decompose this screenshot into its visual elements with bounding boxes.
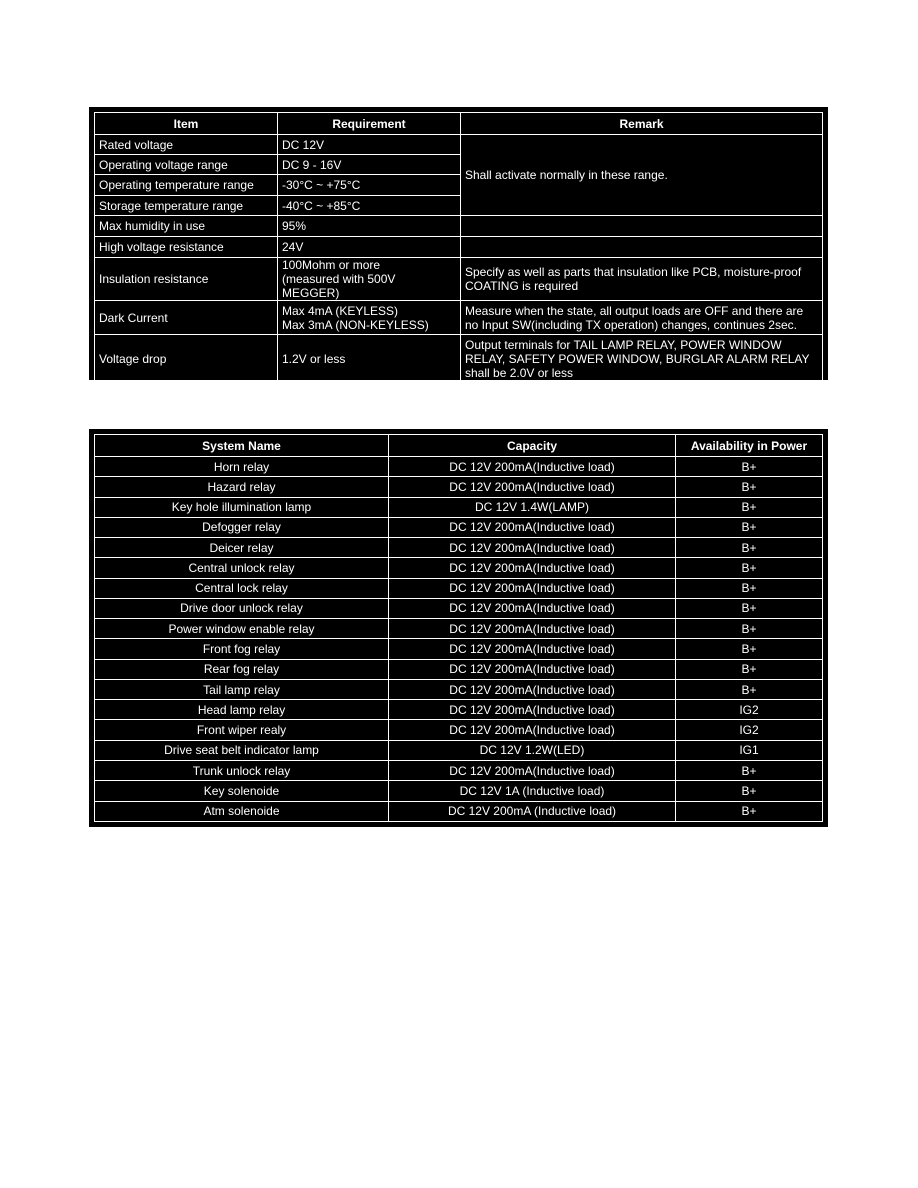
header-capacity: Capacity <box>389 435 676 457</box>
availability-cell: IG2 <box>676 720 823 740</box>
capacity-cell: DC 12V 1.2W(LED) <box>389 740 676 760</box>
table-row <box>95 135 823 155</box>
table-row <box>95 335 823 383</box>
system-name-cell: Key hole illumination lamp <box>95 497 389 517</box>
item-cell: Rated voltage <box>95 135 278 155</box>
item-cell: High voltage resistance <box>95 237 278 258</box>
table-row <box>95 740 823 760</box>
capacity-cell: DC 12V 200mA(Inductive load) <box>389 578 676 598</box>
availability-cell: B+ <box>676 639 823 659</box>
system-name-cell: Head lamp relay <box>95 700 389 720</box>
system-name-cell: Deicer relay <box>95 538 389 558</box>
capacity-cell: DC 12V 200mA(Inductive load) <box>389 659 676 679</box>
capacity-cell: DC 12V 1A (Inductive load) <box>389 781 676 801</box>
table-row <box>95 700 823 720</box>
requirement-cell: -30°C ~ +75°C <box>278 175 461 196</box>
requirement-cell: -40°C ~ +85°C <box>278 196 461 216</box>
item-cell: Operating temperature range <box>95 175 278 196</box>
availability-cell: B+ <box>676 760 823 780</box>
header-system-name: System Name <box>95 435 389 457</box>
capacity-cell: DC 12V 200mA (Inductive load) <box>389 801 676 821</box>
capacity-cell: DC 12V 200mA(Inductive load) <box>389 457 676 477</box>
system-name-cell: Central lock relay <box>95 578 389 598</box>
remark-cell: Specify as well as parts that insulation like PCB, moisture-proof COATING is required <box>461 258 823 301</box>
header-requirement: Requirement <box>278 113 461 135</box>
remark-cell: Measure when the state, all output loads are OFF and there are no Input SW(including TX operation) changes, continues 2sec. <box>461 301 823 335</box>
item-cell: Max humidity in use <box>95 216 278 237</box>
item-cell: Dark Current <box>95 301 278 335</box>
item-cell: Operating voltage range <box>95 155 278 175</box>
item-cell: Insulation resistance <box>95 258 278 301</box>
system-name-cell: Front fog relay <box>95 639 389 659</box>
table-row <box>95 781 823 801</box>
table-row <box>95 237 823 258</box>
table-row <box>95 578 823 598</box>
system-name-cell: Drive door unlock relay <box>95 598 389 618</box>
table-row <box>95 801 823 821</box>
table-row <box>95 679 823 699</box>
header-item: Item <box>95 113 278 135</box>
remark-cell: Output terminals for TAIL LAMP RELAY, POWER WINDOW RELAY, SAFETY POWER WINDOW, BURGLAR ALARM RELAY shall be 2.0V or less <box>461 335 823 383</box>
capacity-cell: DC 12V 200mA(Inductive load) <box>389 720 676 740</box>
capacity-cell: DC 12V 200mA(Inductive load) <box>389 477 676 497</box>
system-name-cell: Hazard relay <box>95 477 389 497</box>
requirement-cell: 1.2V or less <box>278 335 461 383</box>
table-row <box>95 720 823 740</box>
availability-cell: B+ <box>676 497 823 517</box>
availability-cell: B+ <box>676 679 823 699</box>
system-table-body <box>95 457 823 822</box>
table-row <box>95 659 823 679</box>
merged-remark-cell: Shall activate normally in these range. <box>461 135 823 216</box>
availability-cell: B+ <box>676 517 823 537</box>
requirement-cell: 95% <box>278 216 461 237</box>
availability-cell: B+ <box>676 659 823 679</box>
remark-cell <box>461 216 823 237</box>
table-row <box>95 639 823 659</box>
availability-cell: IG1 <box>676 740 823 760</box>
availability-cell: B+ <box>676 457 823 477</box>
availability-cell: IG2 <box>676 700 823 720</box>
header-remark: Remark <box>461 113 823 135</box>
capacity-cell: DC 12V 1.4W(LAMP) <box>389 497 676 517</box>
item-cell: Storage temperature range <box>95 196 278 216</box>
capacity-cell: DC 12V 200mA(Inductive load) <box>389 598 676 618</box>
capacity-cell: DC 12V 200mA(Inductive load) <box>389 639 676 659</box>
capacity-cell: DC 12V 200mA(Inductive load) <box>389 619 676 639</box>
requirement-cell: 24V <box>278 237 461 258</box>
table-row <box>95 497 823 517</box>
remark-cell <box>461 237 823 258</box>
requirement-cell: DC 9 - 16V <box>278 155 461 175</box>
availability-cell: B+ <box>676 619 823 639</box>
table-row <box>95 457 823 477</box>
table-row <box>95 558 823 578</box>
availability-cell: B+ <box>676 598 823 618</box>
table-row <box>95 619 823 639</box>
table-row <box>95 258 823 301</box>
item-cell: Voltage drop <box>95 335 278 383</box>
system-name-cell: Central unlock relay <box>95 558 389 578</box>
table-row <box>95 216 823 237</box>
system-table <box>89 429 828 827</box>
spec-table <box>89 107 828 380</box>
availability-cell: B+ <box>676 538 823 558</box>
table-row <box>95 517 823 537</box>
availability-cell: B+ <box>676 801 823 821</box>
system-name-cell: Trunk unlock relay <box>95 760 389 780</box>
capacity-cell: DC 12V 200mA(Inductive load) <box>389 517 676 537</box>
header-availability: Availability in Power <box>676 435 823 457</box>
capacity-cell: DC 12V 200mA(Inductive load) <box>389 760 676 780</box>
requirement-cell: DC 12V <box>278 135 461 155</box>
availability-cell: B+ <box>676 558 823 578</box>
table-row <box>95 477 823 497</box>
system-name-cell: Atm solenoide <box>95 801 389 821</box>
capacity-cell: DC 12V 200mA(Inductive load) <box>389 700 676 720</box>
requirement-cell: Max 4mA (KEYLESS) Max 3mA (NON-KEYLESS) <box>278 301 461 335</box>
system-name-cell: Key solenoide <box>95 781 389 801</box>
system-name-cell: Power window enable relay <box>95 619 389 639</box>
availability-cell: B+ <box>676 578 823 598</box>
system-name-cell: Defogger relay <box>95 517 389 537</box>
requirement-cell: 100Mohm or more (measured with 500V MEGGER) <box>278 258 461 301</box>
table-row <box>95 301 823 335</box>
system-name-cell: Tail lamp relay <box>95 679 389 699</box>
capacity-cell: DC 12V 200mA(Inductive load) <box>389 538 676 558</box>
system-name-cell: Front wiper realy <box>95 720 389 740</box>
system-name-cell: Drive seat belt indicator lamp <box>95 740 389 760</box>
capacity-cell: DC 12V 200mA(Inductive load) <box>389 679 676 699</box>
table-row <box>95 538 823 558</box>
availability-cell: B+ <box>676 781 823 801</box>
capacity-cell: DC 12V 200mA(Inductive load) <box>389 558 676 578</box>
table-row <box>95 760 823 780</box>
system-name-cell: Horn relay <box>95 457 389 477</box>
availability-cell: B+ <box>676 477 823 497</box>
system-name-cell: Rear fog relay <box>95 659 389 679</box>
table-row <box>95 598 823 618</box>
